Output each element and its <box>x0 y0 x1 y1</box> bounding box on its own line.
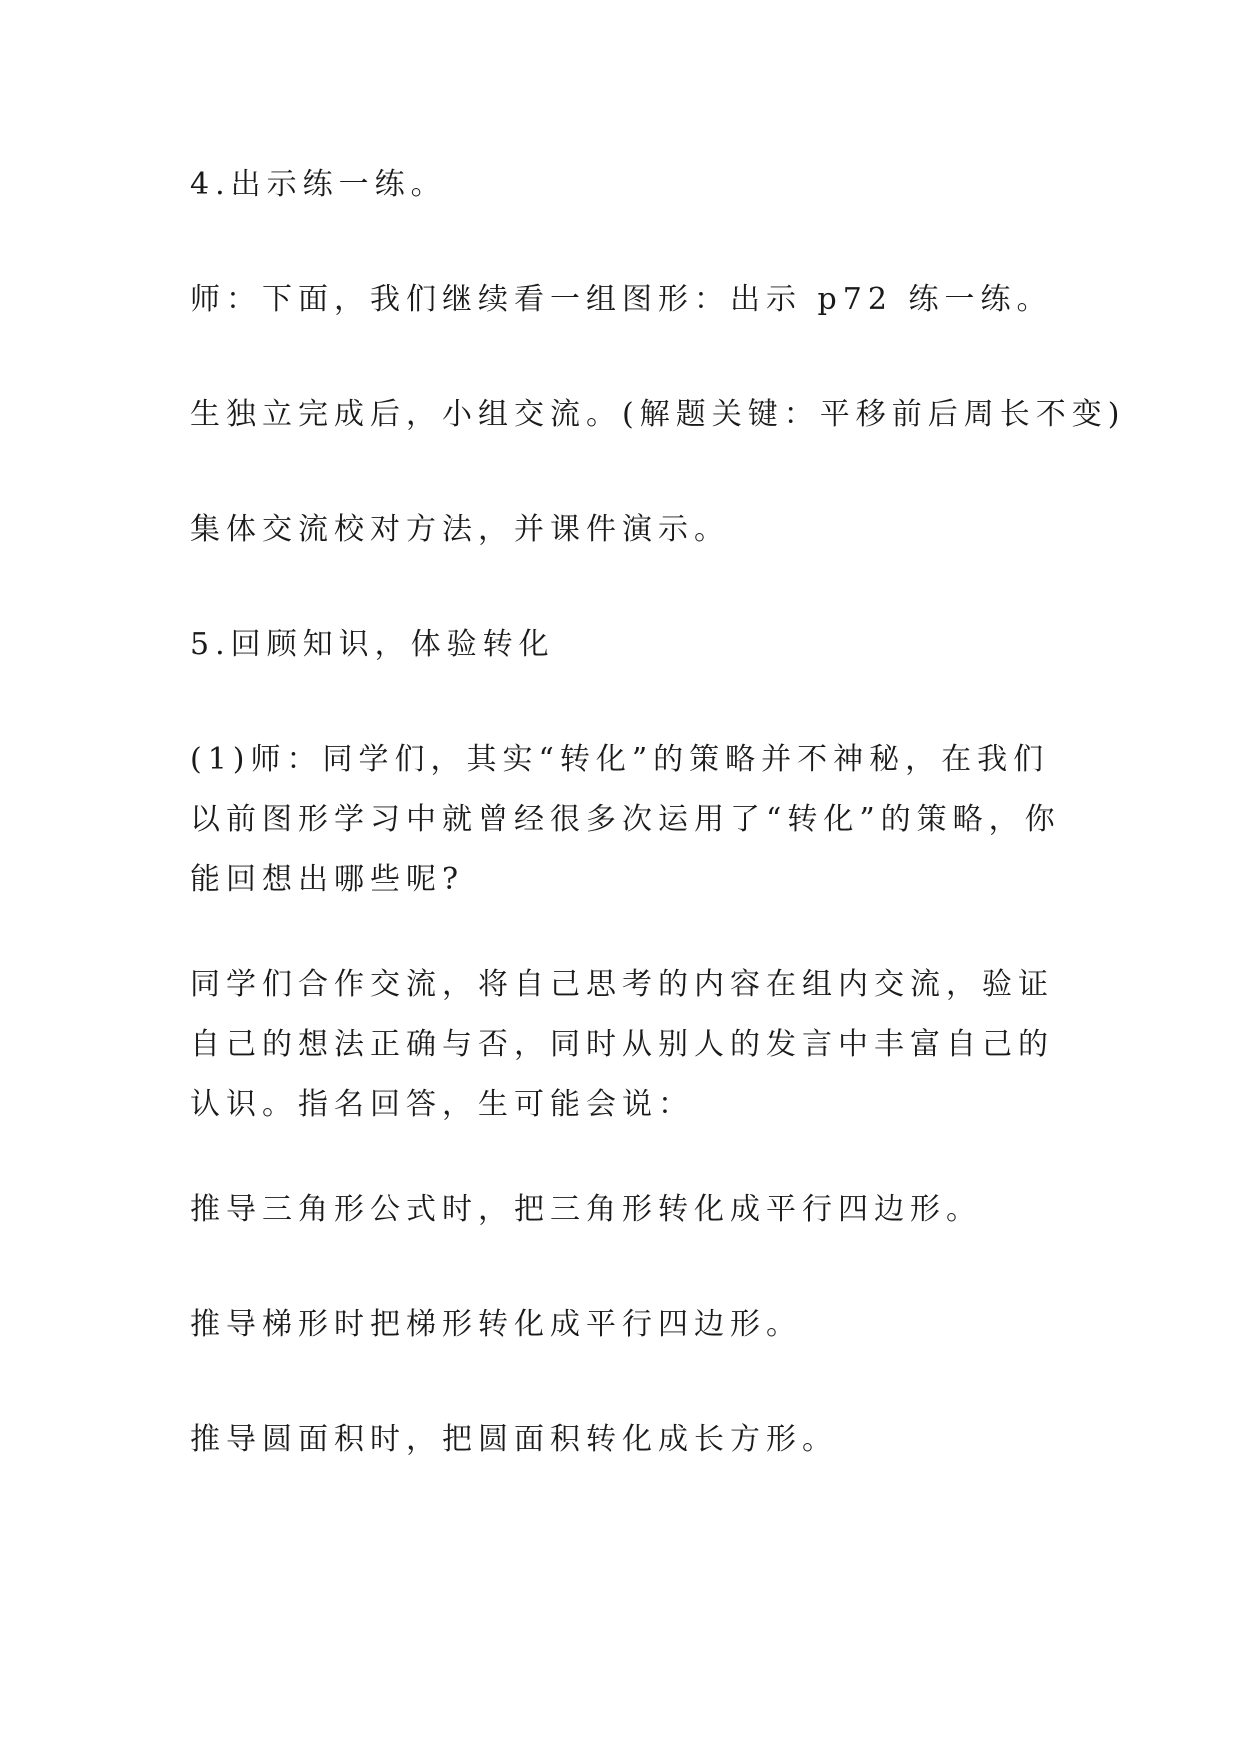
paragraph-step-4-heading: 4.出示练一练。 <box>190 167 447 202</box>
paragraph-answer-triangle: 推导三角形公式时，把三角形转化成平行四边形。 <box>190 1192 982 1227</box>
paragraph-teacher-question: (1)师：同学们，其实“转化”的策略并不神秘，在我们以前图形学习中就曾经很多次运用了“转化”的策略，你能回想出哪些呢? <box>190 742 1061 897</box>
paragraph-answer-trapezoid: 推导梯形时把梯形转化成平行四边形。 <box>190 1307 802 1342</box>
paragraph-student-work: 生独立完成后，小组交流。(解题关键：平移前后周长不变) <box>190 397 1126 432</box>
paragraph-step-5-heading: 5.回顾知识，体验转化 <box>190 627 555 662</box>
paragraph-group-check: 集体交流校对方法，并课件演示。 <box>190 512 730 547</box>
paragraph-answer-circle: 推导圆面积时，把圆面积转化成长方形。 <box>190 1422 838 1457</box>
paragraph-cooperative-discussion: 同学们合作交流，将自己思考的内容在组内交流，验证自己的想法正确与否，同时从别人的发言中丰富自己的认识。指名回答，生可能会说： <box>190 967 1054 1122</box>
paragraph-teacher-instruction: 师：下面，我们继续看一组图形：出示 p72 练一练。 <box>190 282 1053 317</box>
